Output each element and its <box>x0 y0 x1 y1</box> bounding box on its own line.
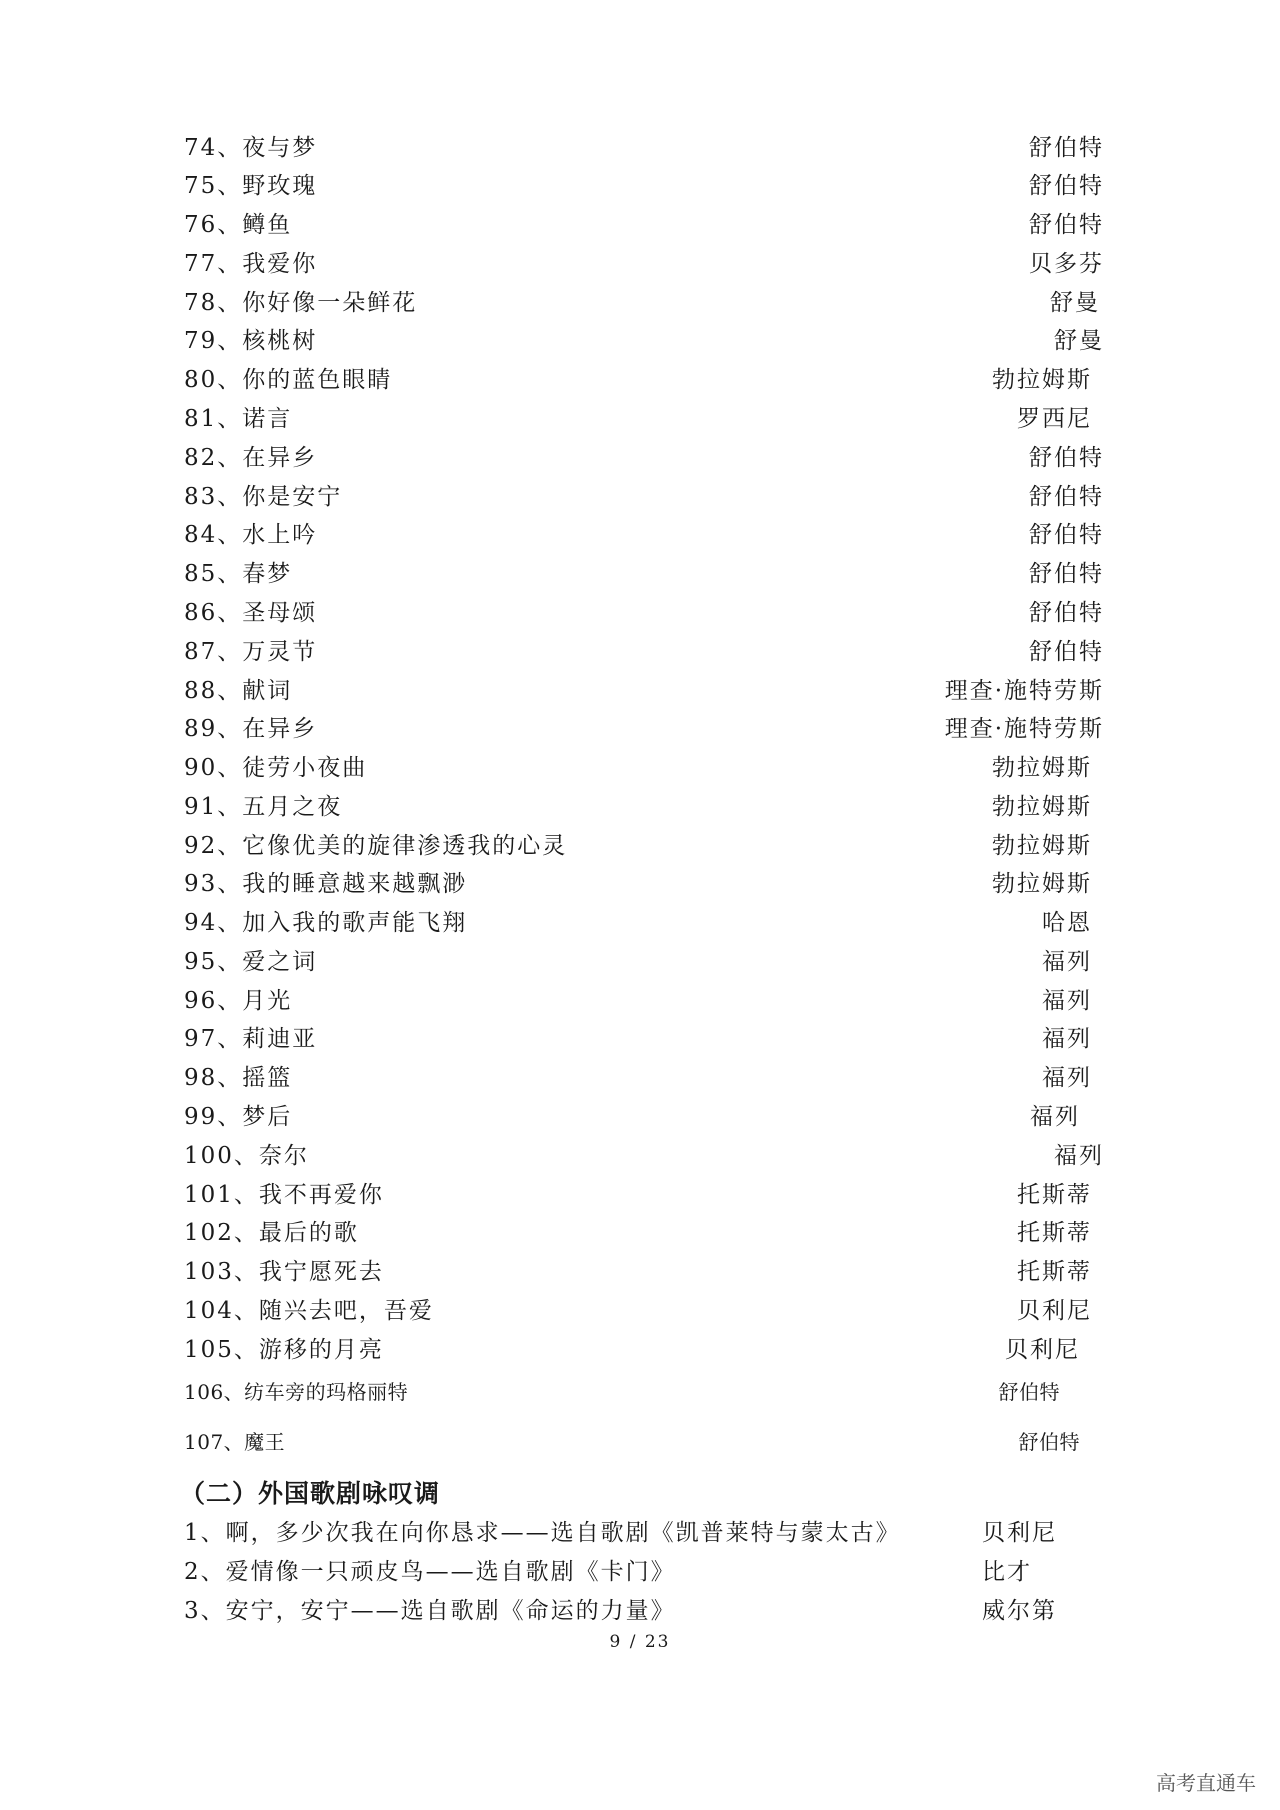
song-title: 83、你是安宁 <box>184 484 343 510</box>
song-row <box>184 515 1104 555</box>
song-row <box>184 671 1104 711</box>
song-title: 107、魔王 <box>184 1430 286 1454</box>
song-title: 90、徒劳小夜曲 <box>184 755 368 781</box>
song-title: 81、诺言 <box>184 406 293 432</box>
song-composer: 福列 <box>1042 988 1092 1014</box>
song-composer: 舒曼 <box>1054 328 1104 354</box>
song-row <box>184 1136 1104 1176</box>
aria-row <box>184 1591 1084 1631</box>
song-title: 74、夜与梦 <box>184 135 318 161</box>
song-composer: 贝利尼 <box>1017 1298 1092 1324</box>
song-title: 91、五月之夜 <box>184 794 343 820</box>
song-title: 80、你的蓝色眼睛 <box>184 367 393 393</box>
song-composer: 勃拉姆斯 <box>992 833 1092 859</box>
song-row <box>184 1291 1092 1331</box>
aria-composer: 贝利尼 <box>982 1520 1057 1546</box>
aria-row <box>184 1552 1084 1592</box>
song-row <box>184 1213 1092 1253</box>
song-row <box>184 1330 1080 1370</box>
song-row <box>184 1372 1060 1412</box>
song-title: 89、在异乡 <box>184 716 318 742</box>
section-title: （二）外国歌剧咏叹调 <box>180 1479 441 1508</box>
song-title: 101、我不再爱你 <box>184 1182 384 1208</box>
song-composer: 托斯蒂 <box>1017 1259 1092 1285</box>
song-composer: 福列 <box>1042 1026 1092 1052</box>
aria-title: 2、爱情像一只顽皮鸟——选自歌剧《卡门》 <box>184 1559 676 1585</box>
song-row <box>184 360 1092 400</box>
song-title: 105、游移的月亮 <box>184 1337 384 1363</box>
song-row <box>184 787 1092 827</box>
song-title: 87、万灵节 <box>184 639 318 665</box>
song-title: 86、圣母颂 <box>184 600 318 626</box>
song-title: 88、献词 <box>184 678 293 704</box>
song-row <box>184 283 1100 323</box>
aria-composer: 比才 <box>982 1559 1032 1585</box>
song-title: 102、最后的歌 <box>184 1220 359 1246</box>
song-title: 79、核桃树 <box>184 328 318 354</box>
song-title: 98、摇篮 <box>184 1065 293 1091</box>
song-composer: 罗西尼 <box>1017 406 1092 432</box>
song-title: 103、我宁愿死去 <box>184 1259 384 1285</box>
song-row <box>184 981 1092 1021</box>
song-title: 82、在异乡 <box>184 445 318 471</box>
song-row <box>184 477 1104 517</box>
song-row <box>184 1097 1080 1137</box>
song-row <box>184 321 1104 361</box>
song-composer: 舒伯特 <box>1029 212 1104 238</box>
song-row <box>184 399 1092 439</box>
song-title: 95、爱之词 <box>184 949 318 975</box>
song-composer: 勃拉姆斯 <box>992 367 1092 393</box>
song-composer: 舒伯特 <box>1029 484 1104 510</box>
song-composer: 舒曼 <box>1050 290 1100 316</box>
song-row <box>184 709 1104 749</box>
song-title: 85、春梦 <box>184 561 293 587</box>
song-composer: 舒伯特 <box>1029 445 1104 471</box>
song-row <box>184 1422 1080 1462</box>
song-row <box>184 166 1104 206</box>
aria-title: 3、安宁，安宁——选自歌剧《命运的力量》 <box>184 1598 676 1624</box>
song-row <box>184 128 1104 168</box>
song-composer: 舒伯特 <box>1029 561 1104 587</box>
song-composer: 舒伯特 <box>1029 639 1104 665</box>
song-composer: 勃拉姆斯 <box>992 871 1092 897</box>
aria-title: 1、啊，多少次我在向你恳求——选自歌剧《凯普莱特与蒙太古》 <box>184 1520 901 1546</box>
song-composer: 福列 <box>1042 949 1092 975</box>
song-composer: 福列 <box>1030 1104 1080 1130</box>
song-composer: 理查·施特劳斯 <box>944 678 1104 704</box>
song-title: 78、你好像一朵鲜花 <box>184 290 418 316</box>
song-row <box>184 1058 1092 1098</box>
song-row <box>184 554 1104 594</box>
song-composer: 贝多芬 <box>1029 251 1104 277</box>
song-composer: 舒伯特 <box>1029 522 1104 548</box>
song-row <box>184 244 1104 284</box>
aria-row <box>184 1513 1084 1553</box>
song-row <box>184 864 1092 904</box>
song-row <box>184 1252 1092 1292</box>
song-row <box>184 632 1104 672</box>
song-row <box>184 903 1092 943</box>
song-composer: 哈恩 <box>1042 910 1092 936</box>
song-composer: 舒伯特 <box>998 1380 1060 1404</box>
song-title: 75、野玫瑰 <box>184 173 318 199</box>
song-composer: 舒伯特 <box>1029 600 1104 626</box>
song-row <box>184 748 1092 788</box>
song-composer: 舒伯特 <box>1029 135 1104 161</box>
song-row <box>184 1019 1092 1059</box>
song-composer: 贝利尼 <box>1005 1337 1080 1363</box>
song-composer: 勃拉姆斯 <box>992 755 1092 781</box>
song-title: 97、莉迪亚 <box>184 1026 318 1052</box>
song-title: 100、奈尔 <box>184 1143 309 1169</box>
song-composer: 托斯蒂 <box>1017 1182 1092 1208</box>
song-title: 77、我爱你 <box>184 251 318 277</box>
song-composer: 舒伯特 <box>1018 1430 1080 1454</box>
song-title: 76、鳟鱼 <box>184 212 293 238</box>
song-row <box>184 438 1104 478</box>
page-number: 9 / 23 <box>609 1632 671 1652</box>
song-composer: 勃拉姆斯 <box>992 794 1092 820</box>
song-composer: 托斯蒂 <box>1017 1220 1092 1246</box>
song-composer: 福列 <box>1042 1065 1092 1091</box>
aria-composer: 威尔第 <box>982 1598 1057 1624</box>
song-title: 99、梦后 <box>184 1104 293 1130</box>
watermark: 高考直通车 <box>1156 1771 1256 1795</box>
song-title: 94、加入我的歌声能飞翔 <box>184 910 468 936</box>
song-title: 84、水上吟 <box>184 522 318 548</box>
song-title: 96、月光 <box>184 988 293 1014</box>
song-title: 93、我的睡意越来越飘渺 <box>184 871 468 897</box>
song-row <box>184 826 1092 866</box>
song-composer: 理查·施特劳斯 <box>944 716 1104 742</box>
song-title: 106、纺车旁的玛格丽特 <box>184 1380 409 1404</box>
song-row <box>184 205 1104 245</box>
song-title: 92、它像优美的旋律渗透我的心灵 <box>184 833 568 859</box>
song-composer: 舒伯特 <box>1029 173 1104 199</box>
song-composer: 福列 <box>1054 1143 1104 1169</box>
song-row <box>184 942 1092 982</box>
song-row <box>184 593 1104 633</box>
song-title: 104、随兴去吧，吾爱 <box>184 1298 434 1324</box>
song-row <box>184 1175 1092 1215</box>
